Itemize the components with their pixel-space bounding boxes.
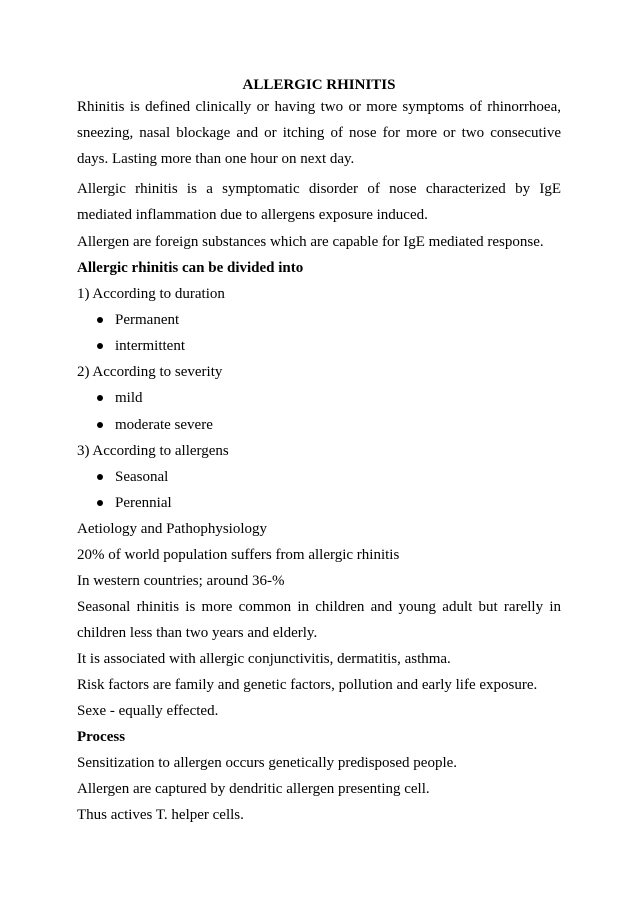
aetiology-heading: Aetiology and Pathophysiology — [77, 521, 267, 537]
bullet-icon — [97, 395, 103, 401]
process-heading: Process — [77, 729, 126, 745]
bullet-icon — [97, 474, 103, 480]
text-line: Thus actives T. helper cells. — [77, 807, 244, 823]
allergic-rhinitis-paragraph: Allergic rhinitis is a symptomatic disorder of nose characterized by IgE mediated inflammation due to allergens exposure induced. — [77, 181, 561, 223]
classification-label: 2) According to severity — [77, 364, 223, 380]
bullet-icon — [97, 317, 103, 323]
text-line: Risk factors are family and genetic factors, pollution and early life exposure. — [77, 677, 538, 693]
division-heading: Allergic rhinitis can be divided into — [77, 260, 304, 276]
text-line: Sensitization to allergen occurs genetically predisposed people. — [77, 755, 458, 771]
text-line: It is associated with allergic conjunctivitis, dermatitis, asthma. — [77, 651, 451, 667]
definition-paragraph: Rhinitis is defined clinically or having two or more symptoms of rhinorrhoea, sneezing, nasal blockage and or itching of nose for more or two consecutive days. Lasting more than one hour on next day. — [77, 99, 561, 167]
text-line: Sexe - equally effected. — [77, 703, 219, 719]
classification-label: 1) According to duration — [77, 286, 225, 302]
list-item: Seasonal — [97, 467, 168, 487]
bullet-icon — [97, 500, 103, 506]
classification-label: 3) According to allergens — [77, 443, 229, 459]
list-item: Permanent — [97, 310, 179, 330]
text-line: 20% of world population suffers from allergic rhinitis — [77, 547, 400, 563]
allergen-line: Allergen are foreign substances which are capable for IgE mediated response. — [77, 234, 544, 250]
bullet-icon — [97, 422, 103, 428]
text-line: Allergen are captured by dendritic allergen presenting cell. — [77, 781, 430, 797]
list-item: moderate severe — [97, 415, 213, 435]
bullet-icon — [97, 343, 103, 349]
list-item: mild — [97, 388, 143, 408]
list-item: Perennial — [97, 493, 172, 513]
page-title: ALLERGIC RHINITIS — [242, 77, 396, 93]
seasonal-paragraph: Seasonal rhinitis is more common in children and young adult but rarelly in children less than two years and elderly. — [77, 599, 561, 641]
text-line: In western countries; around 36-% — [77, 573, 285, 589]
list-item: intermittent — [97, 336, 185, 356]
